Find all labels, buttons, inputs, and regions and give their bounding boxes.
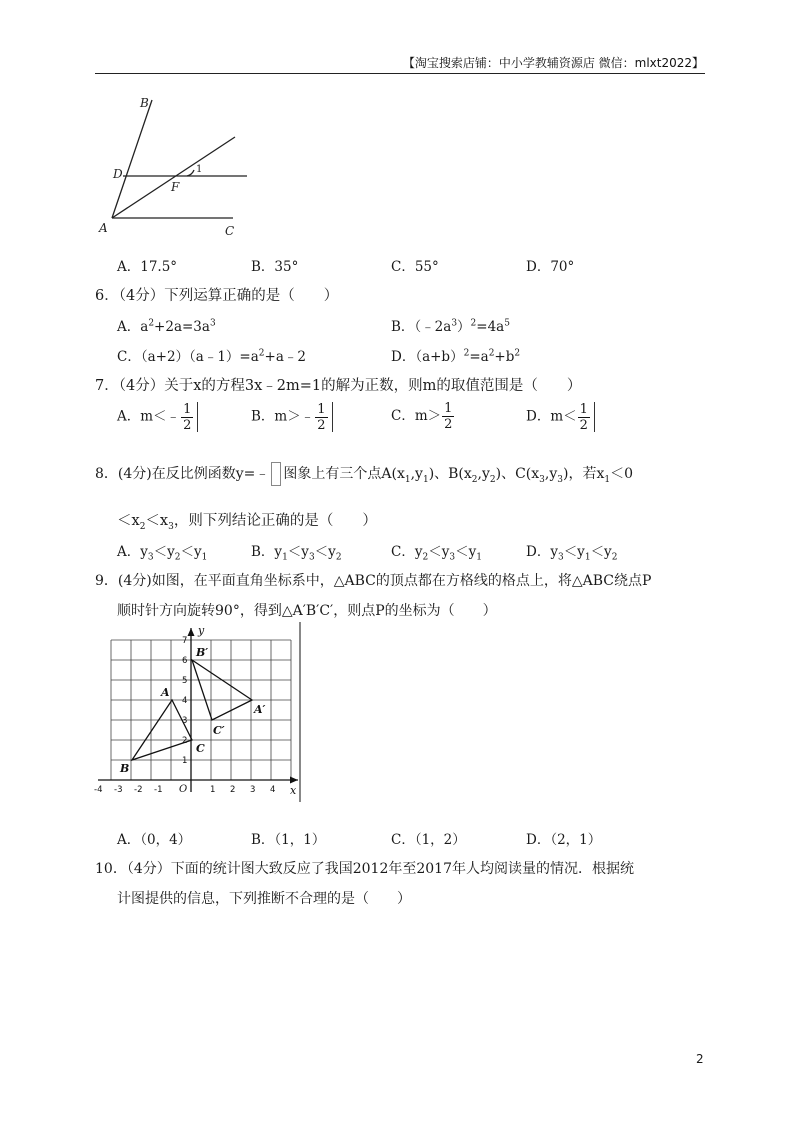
q7-option-b: B．m＞﹣ $\frac{1}{2}$ [251, 402, 333, 432]
fraction-half: $\frac{1}{2}$ [579, 401, 588, 433]
y-tick-label: 3 [182, 716, 188, 726]
q7-stem: 7．（4分）关于x的方程3x﹣2m=1的解为正数，则m的取值范围是（ ） [95, 378, 582, 394]
y-tick-label: 1 [182, 756, 188, 766]
q6-option-b: B．$(﹣2a^3)^2=4a^5$ [391, 318, 510, 335]
x-tick-label: -4 [94, 785, 103, 795]
q7-option-c: C．m＞ $\frac{1}{2}$ [391, 401, 453, 432]
x-tick-label: 3 [250, 785, 256, 795]
label-B: B [120, 762, 130, 775]
label-C-prime: C′ [213, 724, 225, 737]
y-axis-arrow-icon [188, 628, 195, 636]
q8-stem-line1: 8．(4分)在反比例函数y=﹣ 图象上有三个点$A(x_1,y_1)$、$B(x_2,y_2)$、$C(x_3,y_3)$，若$x_1<0$ [95, 462, 633, 486]
header-divider [95, 73, 705, 74]
x-tick-label: -2 [134, 785, 143, 795]
label-A-prime: A′ [254, 703, 266, 716]
q9-option-b: B．（1，1） [251, 832, 326, 848]
triangle-A2B2C2 [192, 660, 252, 720]
x-tick-label: 4 [270, 785, 276, 795]
fraction-half: $\frac{1}{2}$ [317, 401, 326, 433]
q5-option-d: D．70° [526, 259, 575, 275]
q9-option-a: A．（0，4） [117, 832, 192, 848]
x-axis-label: x [290, 784, 297, 797]
q7-option-a: A．m＜﹣ $\frac{1}{2}$ [117, 402, 198, 432]
q9-stem-line1: 9．(4分)如图，在平面直角坐标系中，△ABC的顶点都在方格线的格点上，将△ABC绕点P [95, 573, 652, 589]
q6-option-d: D．$(a+b)^2=a^2+b^2$ [391, 348, 521, 365]
x-axis-arrow-icon [290, 777, 298, 784]
q10-stem-line2: 计图提供的信息，下列推断不合理的是（ ） [117, 891, 411, 907]
q8-option-c: C．$y_2<y_3<y_1$ [391, 544, 482, 563]
q5-option-a: A．17.5° [117, 259, 178, 275]
coordinate-grid-figure [92, 622, 312, 802]
q5-option-c: C．55° [391, 259, 439, 275]
label-B-prime: B′ [196, 646, 209, 659]
x-tick-label: -3 [114, 785, 123, 795]
label-angle-1: 1 [196, 164, 203, 175]
header-text: 【淘宝搜索店铺：中小学教辅资源店 微信：mlxt2022】 [402, 56, 704, 70]
label-A: A [161, 686, 170, 699]
label-C: C [225, 224, 235, 238]
y-tick-label: 6 [182, 656, 188, 666]
q5-option-b: B．35° [251, 259, 299, 275]
q9-stem-line2: 顺时针方向旋转90°，得到△A′B′C′，则点P的坐标为（ ） [117, 603, 497, 619]
y-tick-label: 2 [182, 736, 188, 746]
q8-option-a: A．$y_3<y_2<y_1$ [117, 544, 208, 563]
page-number: 2 [696, 1052, 704, 1066]
x-tick-label: 2 [230, 785, 236, 795]
x-tick-label: 1 [210, 785, 216, 795]
angle-figure-q5 [95, 92, 265, 242]
q10-stem-line1: 10．（4分）下面的统计图大致反应了我国2012年至2017年人均阅读量的情况．根据统 [95, 861, 634, 877]
q6-stem: 6．（4分）下列运算正确的是（ ） [95, 288, 339, 304]
fraction-half: $\frac{1}{2}$ [183, 401, 192, 433]
q9-option-c: C．（1，2） [391, 832, 466, 848]
label-C: C [196, 742, 205, 755]
q8-stem-line2: $<x_2<x_3$，则下列结论正确的是（ ） [117, 513, 377, 532]
q8-option-d: D．$y_3<y_1<y_2$ [526, 544, 618, 563]
y-tick-label: 4 [182, 696, 188, 706]
q6-option-c: C．$(a+2)(a﹣1)=a^2+a﹣2$ [117, 348, 306, 365]
y-tick-label: 7 [182, 636, 188, 646]
q9-option-d: D．（2，1） [526, 832, 602, 848]
y-tick-label: 5 [182, 676, 188, 686]
q6-option-a: A．$a^2+2a=3a^3$ [117, 318, 216, 335]
line-AF [112, 137, 235, 218]
label-A: A [99, 221, 108, 235]
angle-1-arc [187, 170, 194, 176]
y-axis-label: y [198, 624, 205, 637]
x-tick-label: -1 [154, 785, 163, 795]
label-B: B [140, 96, 149, 110]
garbled-fraction-icon [271, 462, 281, 486]
triangle-ABC [132, 700, 192, 760]
line-AB [112, 100, 152, 218]
q8-option-b: B．$y_1<y_3<y_2$ [251, 544, 342, 563]
fraction-half: $\frac{1}{2}$ [444, 401, 453, 432]
label-F: F [171, 180, 180, 194]
label-D: D [113, 167, 123, 181]
origin-label: O [179, 784, 188, 795]
q7-option-d: D．m＜ $\frac{1}{2}$ [526, 402, 595, 432]
